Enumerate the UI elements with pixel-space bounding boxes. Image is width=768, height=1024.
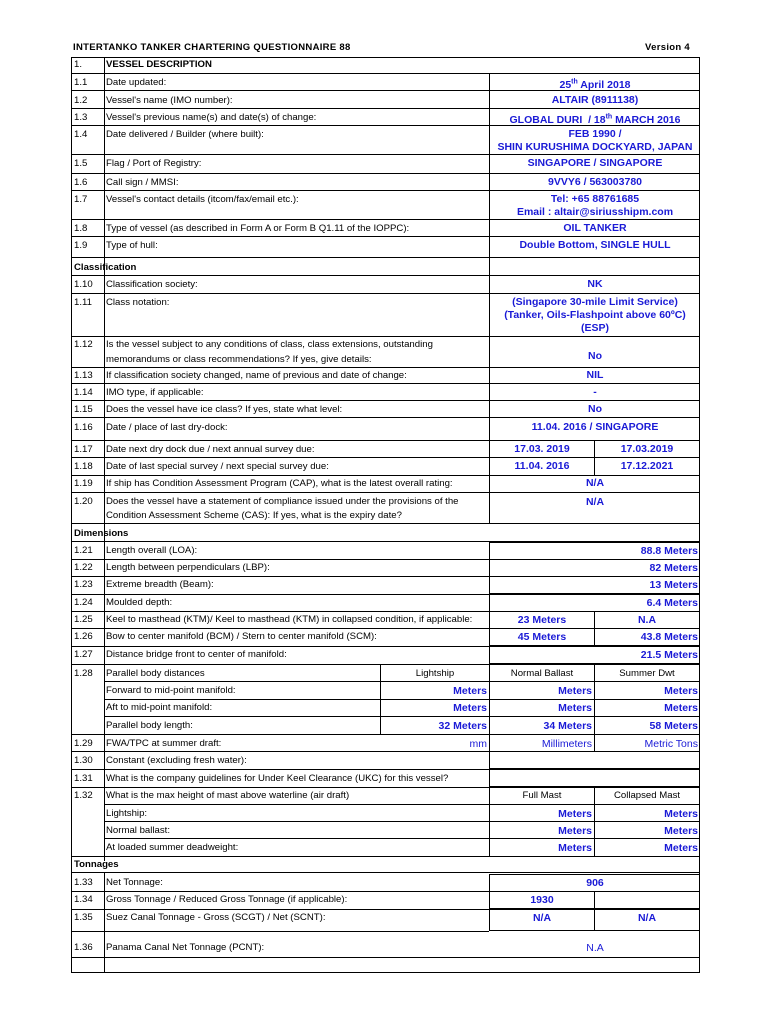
row-number: 1.10	[74, 279, 93, 290]
row-number: 1.11	[74, 297, 92, 308]
fwd-manifold-summer: Meters	[664, 685, 698, 697]
air-draft-loaded-full: Meters	[558, 842, 592, 854]
row-label: Forward to mid-point manifold:	[106, 685, 236, 696]
depth-value: 6.4 Meters	[646, 597, 698, 609]
row-label: Extreme breadth (Beam):	[106, 579, 214, 590]
row-number: 1.22	[74, 562, 93, 573]
row-number: 1.25	[74, 614, 93, 625]
last-special-survey-value: 11.04. 2016	[514, 460, 570, 472]
row-number: 1.27	[74, 649, 93, 660]
net-tonnage-value: 906	[586, 877, 604, 889]
ktm-value: 23 Meters	[517, 614, 567, 626]
class-conditions-value: No	[588, 350, 602, 362]
row-number: 1.28	[74, 668, 93, 679]
divider	[71, 559, 489, 560]
divider	[71, 219, 700, 220]
row-label: Panama Canal Net Tonnage (PCNT):	[106, 942, 265, 953]
row-label: At loaded summer deadweight:	[106, 842, 239, 853]
vessel-type-value: OIL TANKER	[563, 222, 627, 234]
row-label: Length between perpendiculars (LBP):	[106, 562, 270, 573]
divider	[71, 383, 700, 384]
last-drydock-value: 11.04. 2016 / SINGAPORE	[531, 421, 659, 433]
row-label: Date / place of last dry-dock:	[106, 422, 228, 433]
row-label: Date delivered / Builder (where built):	[106, 129, 264, 140]
hull-type-value: Double Bottom, SINGLE HULL	[519, 239, 671, 251]
scnt-value: N/A	[637, 912, 657, 924]
row-label: Suez Canal Tonnage - Gross (SCGT) / Net (SCNT):	[106, 912, 326, 923]
col-full-mast: Full Mast	[522, 790, 562, 801]
divider	[104, 699, 700, 700]
divider	[71, 457, 700, 458]
row-number: 1.35	[74, 912, 93, 923]
class-change-value: NIL	[586, 369, 604, 381]
builder-value-line2: SHIN KURUSHIMA DOCKYARD, JAPAN	[497, 141, 693, 153]
document-version: Version 4	[645, 42, 690, 53]
row-label: Keel to masthead (KTM)/ Keel to masthead (KTM) in collapsed condition, if applicable:	[106, 614, 473, 625]
row-label: Bow to center manifold (BCM) / Stern to center manifold (SCM):	[106, 631, 377, 642]
vessel-name-value: ALTAIR (8911138)	[551, 94, 639, 106]
row-number: 1.9	[74, 240, 88, 251]
row-number: 1.24	[74, 597, 93, 608]
row-number: 1.16	[74, 422, 93, 433]
section-number: 1.	[74, 59, 83, 70]
divider	[71, 336, 700, 337]
divider	[71, 125, 700, 126]
row-label: Date of last special survey / next special survey due:	[106, 461, 329, 472]
divider	[71, 664, 700, 665]
num-col-separator	[104, 57, 105, 861]
flag-value: SINGAPORE / SINGAPORE	[527, 157, 663, 169]
ktm-collapsed-value: N.A	[637, 614, 657, 626]
document-title: INTERTANKO TANKER CHARTERING QUESTIONNAIRE 88	[73, 42, 351, 53]
row-label: FWA/TPC at summer draft:	[106, 738, 222, 749]
section-title: VESSEL DESCRIPTION	[106, 59, 212, 70]
row-label: IMO type, if applicable:	[106, 387, 204, 398]
class-society-value: NK	[587, 278, 603, 290]
divider	[71, 611, 489, 612]
row-number: 1.29	[74, 738, 93, 749]
row-label: Type of hull:	[106, 240, 158, 251]
divider	[104, 838, 700, 839]
fwd-manifold-ballast: Meters	[558, 685, 592, 697]
row-number: 1.23	[74, 579, 93, 590]
class-notation-line2: (Tanker, Oils-Flashpoint above 60ºC)	[504, 309, 686, 321]
col-normal-ballast: Normal Ballast	[510, 668, 574, 679]
row-label: Vessel's contact details (itcom/fax/email etc.):	[106, 194, 299, 205]
divider	[104, 716, 700, 717]
divider	[71, 628, 489, 629]
class-notation-line3: (ESP)	[580, 322, 609, 334]
aft-manifold-lightship: Meters	[453, 702, 487, 714]
section-tonnages: Tonnages	[74, 859, 119, 870]
col-collapsed-mast: Collapsed Mast	[613, 790, 681, 801]
divider	[71, 594, 489, 595]
row-label: Gross Tonnage / Reduced Gross Tonnage (if applicable):	[106, 894, 348, 905]
divider	[71, 492, 700, 493]
row-label: Constant (excluding fresh water):	[106, 755, 247, 766]
imo-type-value: -	[593, 386, 597, 398]
divider	[71, 190, 700, 191]
ice-class-value: No	[588, 403, 602, 415]
divider	[71, 367, 700, 368]
divider	[71, 108, 700, 109]
row-label: What is the company guidelines for Under Keel Clearance (UKC) for this vessel?	[106, 773, 449, 784]
builder-value-line1: FEB 1990 /	[568, 128, 622, 140]
reduced-gross-tonnage-box	[594, 891, 700, 909]
divider	[71, 872, 700, 873]
row-number: 1.2	[74, 95, 88, 106]
lbp-value: 82 Meters	[649, 562, 698, 574]
scm-value: 43.8 Meters	[640, 631, 698, 643]
row-number: 1.14	[74, 387, 93, 398]
divider	[104, 804, 700, 805]
fwa-mm: mm	[469, 738, 487, 750]
contact-email-value: Email : altair@siriusshipm.com	[516, 206, 674, 218]
row-label: Length overall (LOA):	[106, 545, 198, 556]
row-number: 1.33	[74, 877, 93, 888]
divider	[71, 734, 700, 735]
next-annual-survey-value: 17.03.2019	[620, 443, 674, 455]
divider	[71, 73, 700, 74]
air-draft-loaded-collapsed: Meters	[664, 842, 698, 854]
contact-tel-value: Tel: +65 88761685	[550, 193, 640, 205]
row-label: If ship has Condition Assessment Program (CAP), what is the latest overall rating:	[106, 478, 453, 489]
row-label: Class notation:	[106, 297, 170, 308]
divider	[71, 475, 700, 476]
divider	[71, 275, 700, 276]
previous-name-value: GLOBAL DURI / 18th MARCH 2016	[509, 113, 681, 126]
cas-expiry-value: N/A	[585, 496, 605, 508]
air-draft-lightship-collapsed: Meters	[664, 808, 698, 820]
divider	[71, 440, 700, 441]
row-number: 1.3	[74, 112, 88, 123]
constant-box	[489, 751, 700, 769]
divider	[71, 90, 700, 91]
section-classification: Classification	[74, 262, 137, 273]
row-label: Parallel body length:	[106, 720, 193, 731]
pcnt-value: N.A	[586, 942, 604, 954]
divider	[71, 909, 489, 910]
scgt-value: N/A	[532, 912, 552, 924]
row-label: memorandums or class recommendations? If yes, give details:	[106, 354, 372, 365]
row-number: 1.7	[74, 194, 88, 205]
divider	[71, 417, 700, 418]
row-label: Net Tonnage:	[106, 877, 163, 888]
row-label: Does the vessel have ice class? If yes, state what level:	[106, 404, 343, 415]
parallel-length-lightship: 32 Meters	[438, 720, 487, 732]
row-label: Is the vessel subject to any conditions of class, class extensions, outstanding	[106, 339, 433, 350]
row-number: 1.21	[74, 545, 93, 556]
row-number: 1.6	[74, 177, 88, 188]
row-label: Flag / Port of Registry:	[106, 158, 202, 169]
row-number: 1.32	[74, 790, 93, 801]
row-number: 1.26	[74, 631, 93, 642]
row-label: Classification society:	[106, 279, 198, 290]
row-label: Distance bridge front to center of manifold:	[106, 649, 287, 660]
air-draft-ballast-full: Meters	[558, 825, 592, 837]
aft-manifold-ballast: Meters	[558, 702, 592, 714]
row-number: 1.20	[74, 496, 93, 507]
row-number: 1.36	[74, 942, 93, 953]
divider	[71, 856, 700, 857]
divider	[71, 787, 700, 788]
row-label: Call sign / MMSI:	[106, 177, 179, 188]
row-label: Does the vessel have a statement of compliance issued under the provisions of the	[106, 496, 459, 507]
row-label: Type of vessel (as described in Form A or Form B Q1.11 of the IOPPC):	[106, 223, 410, 234]
row-number: 1.12	[74, 339, 93, 350]
divider	[71, 576, 489, 577]
col-summer-dwt: Summer Dwt	[619, 668, 675, 679]
row-label: Date updated:	[106, 77, 167, 88]
class-notation-line1: (Singapore 30-mile Limit Service)	[512, 296, 678, 308]
col-lightship: Lightship	[415, 668, 455, 679]
divider	[71, 293, 700, 294]
row-number: 1.8	[74, 223, 88, 234]
row-number: 1.34	[74, 894, 93, 905]
bridge-manifold-value: 21.5 Meters	[640, 649, 698, 661]
row-label: Normal ballast:	[106, 825, 170, 836]
divider	[104, 821, 700, 822]
divider	[71, 173, 700, 174]
gross-tonnage-value: 1930	[530, 894, 554, 906]
row-number: 1.4	[74, 129, 88, 140]
row-label: Condition Assessment Scheme (CAS): If yes, what is the expiry date?	[106, 510, 402, 521]
section-dimensions: Dimensions	[74, 528, 129, 539]
date-updated-value: 25th April 2018	[559, 78, 631, 91]
row-label: Moulded depth:	[106, 597, 173, 608]
next-drydock-value: 17.03. 2019	[514, 443, 570, 455]
divider	[71, 257, 700, 258]
divider	[71, 957, 700, 958]
divider	[71, 400, 700, 401]
cap-rating-value: N/A	[585, 477, 605, 489]
beam-value: 13 Meters	[649, 579, 698, 591]
row-label: What is the max height of mast above waterline (air draft)	[106, 790, 350, 801]
row-number: 1.1	[74, 77, 88, 88]
tpc-metric-tons: Metric Tons	[644, 738, 698, 750]
fwd-manifold-lightship: Meters	[453, 685, 487, 697]
row-label: Vessel's previous name(s) and date(s) of change:	[106, 112, 317, 123]
divider	[71, 891, 489, 892]
row-number: 1.19	[74, 478, 93, 489]
row-number: 1.31	[74, 773, 93, 784]
call-sign-value: 9VVY6 / 563003780	[548, 176, 642, 188]
divider	[71, 154, 700, 155]
next-special-survey-value: 17.12.2021	[620, 460, 674, 472]
row-label: Lightship:	[106, 808, 148, 819]
row-number: 1.15	[74, 404, 93, 415]
row-label: Vessel's name (IMO number):	[106, 95, 233, 106]
air-draft-ballast-collapsed: Meters	[664, 825, 698, 837]
divider	[71, 236, 700, 237]
row-number: 1.13	[74, 370, 93, 381]
date-col-separator	[594, 440, 595, 475]
row-label: Aft to mid-point manifold:	[106, 702, 213, 713]
aft-manifold-summer: Meters	[664, 702, 698, 714]
loa-value: 88.8 Meters	[640, 545, 698, 557]
parallel-length-ballast: 34 Meters	[543, 720, 592, 732]
ukc-box	[489, 769, 700, 787]
row-number: 1.30	[74, 755, 93, 766]
row-label: If classification society changed, name of previous and date of change:	[106, 370, 407, 381]
row-number: 1.17	[74, 444, 93, 455]
row-label: Parallel body distances	[106, 668, 205, 679]
air-draft-lightship-full: Meters	[558, 808, 592, 820]
row-label: Date next dry dock due / next annual survey due:	[106, 444, 315, 455]
divider	[104, 681, 700, 682]
document-header	[73, 42, 690, 56]
divider	[71, 931, 489, 932]
divider	[71, 646, 489, 647]
bcm-value: 45 Meters	[517, 631, 567, 643]
row-number: 1.18	[74, 461, 93, 472]
divider	[71, 523, 700, 524]
parallel-length-summer: 58 Meters	[649, 720, 698, 732]
row-number: 1.5	[74, 158, 88, 169]
fwa-millimeters: Millimeters	[541, 738, 592, 750]
